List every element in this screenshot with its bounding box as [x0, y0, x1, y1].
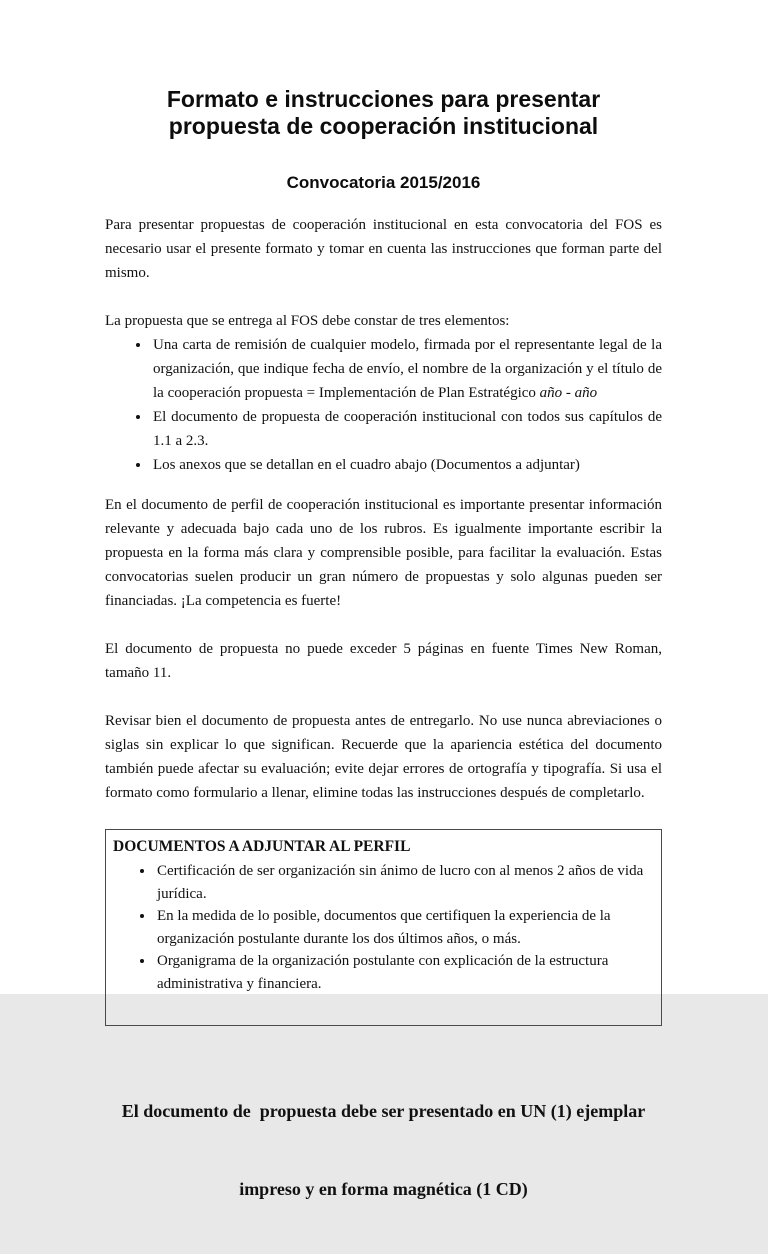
list-item-text: Una carta de remisión de cualquier modelo, firmada por el representante legal de la organización, que indique fecha de envío, el nombre de la organización y el título de la cooperación propuesta = Implementación de Plan Estratégico: [153, 337, 662, 401]
review-paragraph: Revisar bien el documento de propuesta antes de entregarlo. No use nunca abreviaciones o siglas sin explicar lo que significan. Recuerde que la apariencia estética del documento también puede afectar su evaluación; evite dejar errores de ortografía y tipografía. Si usa el formato como formulario a llenar, elimine todas las instrucciones después de completarlo.: [105, 713, 662, 801]
list-item: • Organigrama de la organización postulante con explicación de la estructura administrativa y financiera.: [155, 950, 651, 995]
list-item-italic-text: año - año: [539, 385, 598, 401]
profile-paragraph: En el documento de perfil de cooperación institucional es importante presentar información relevante y adecuada bajo cada uno de los rubros. Es igualmente importante escribir la propuesta en la forma más clara y comprensible posible, para facilitar la evaluación. Estas convocatorias suelen producir un gran número de propuestas y solo algunas pueden ser financiadas. ¡La competencia es fuerte!: [105, 497, 662, 609]
list-item: [151, 405, 662, 453]
attachments-box-heading: DOCUMENTOS A ADJUNTAR AL PERFIL: [113, 838, 411, 855]
attachments-box: [105, 829, 662, 1026]
closing-statement-line-2: impreso y en forma magnética (1 CD): [239, 1179, 528, 1199]
elements-bullet-list: [105, 333, 662, 477]
closing-statement-line-1: El documento de propuesta debe ser presentado en UN (1) ejemplar: [121, 1101, 646, 1121]
list-item: • En la medida de lo posible, documentos que certifiquen la experiencia de la organización postulante durante los dos últimos años, o más.: [155, 905, 651, 950]
list-item: • Certificación de ser organización sin ánimo de lucro con al menos 2 años de vida jurídica.: [155, 860, 651, 905]
page-title: [105, 86, 662, 140]
page-title-line-2: propuesta de cooperación institucional: [168, 113, 599, 139]
list-item-text: El documento de propuesta de cooperación institucional con todos sus capítulos de 1.1 a 2.3.: [153, 409, 662, 449]
list-item: [151, 333, 662, 405]
list-item-text: Los anexos que se detallan en el cuadro abajo (Documentos a adjuntar): [153, 457, 580, 473]
page-title-line-1: Formato e instrucciones para presentar: [166, 86, 601, 112]
list-item: [151, 453, 662, 477]
elements-lead-paragraph: La propuesta que se entrega al FOS debe constar de tres elementos:: [105, 313, 510, 329]
length-paragraph: El documento de propuesta no puede exceder 5 páginas en fuente Times New Roman, tamaño 11.: [105, 641, 662, 681]
closing-statement: [105, 1046, 662, 1254]
page-subtitle: Convocatoria 2015/2016: [286, 173, 481, 192]
intro-paragraph: Para presentar propuestas de cooperación institucional en esta convocatoria del FOS es necesario usar el presente formato y tomar en cuenta las instrucciones que forman parte del mismo.: [105, 217, 662, 281]
attachments-bullet-list: [113, 860, 651, 995]
